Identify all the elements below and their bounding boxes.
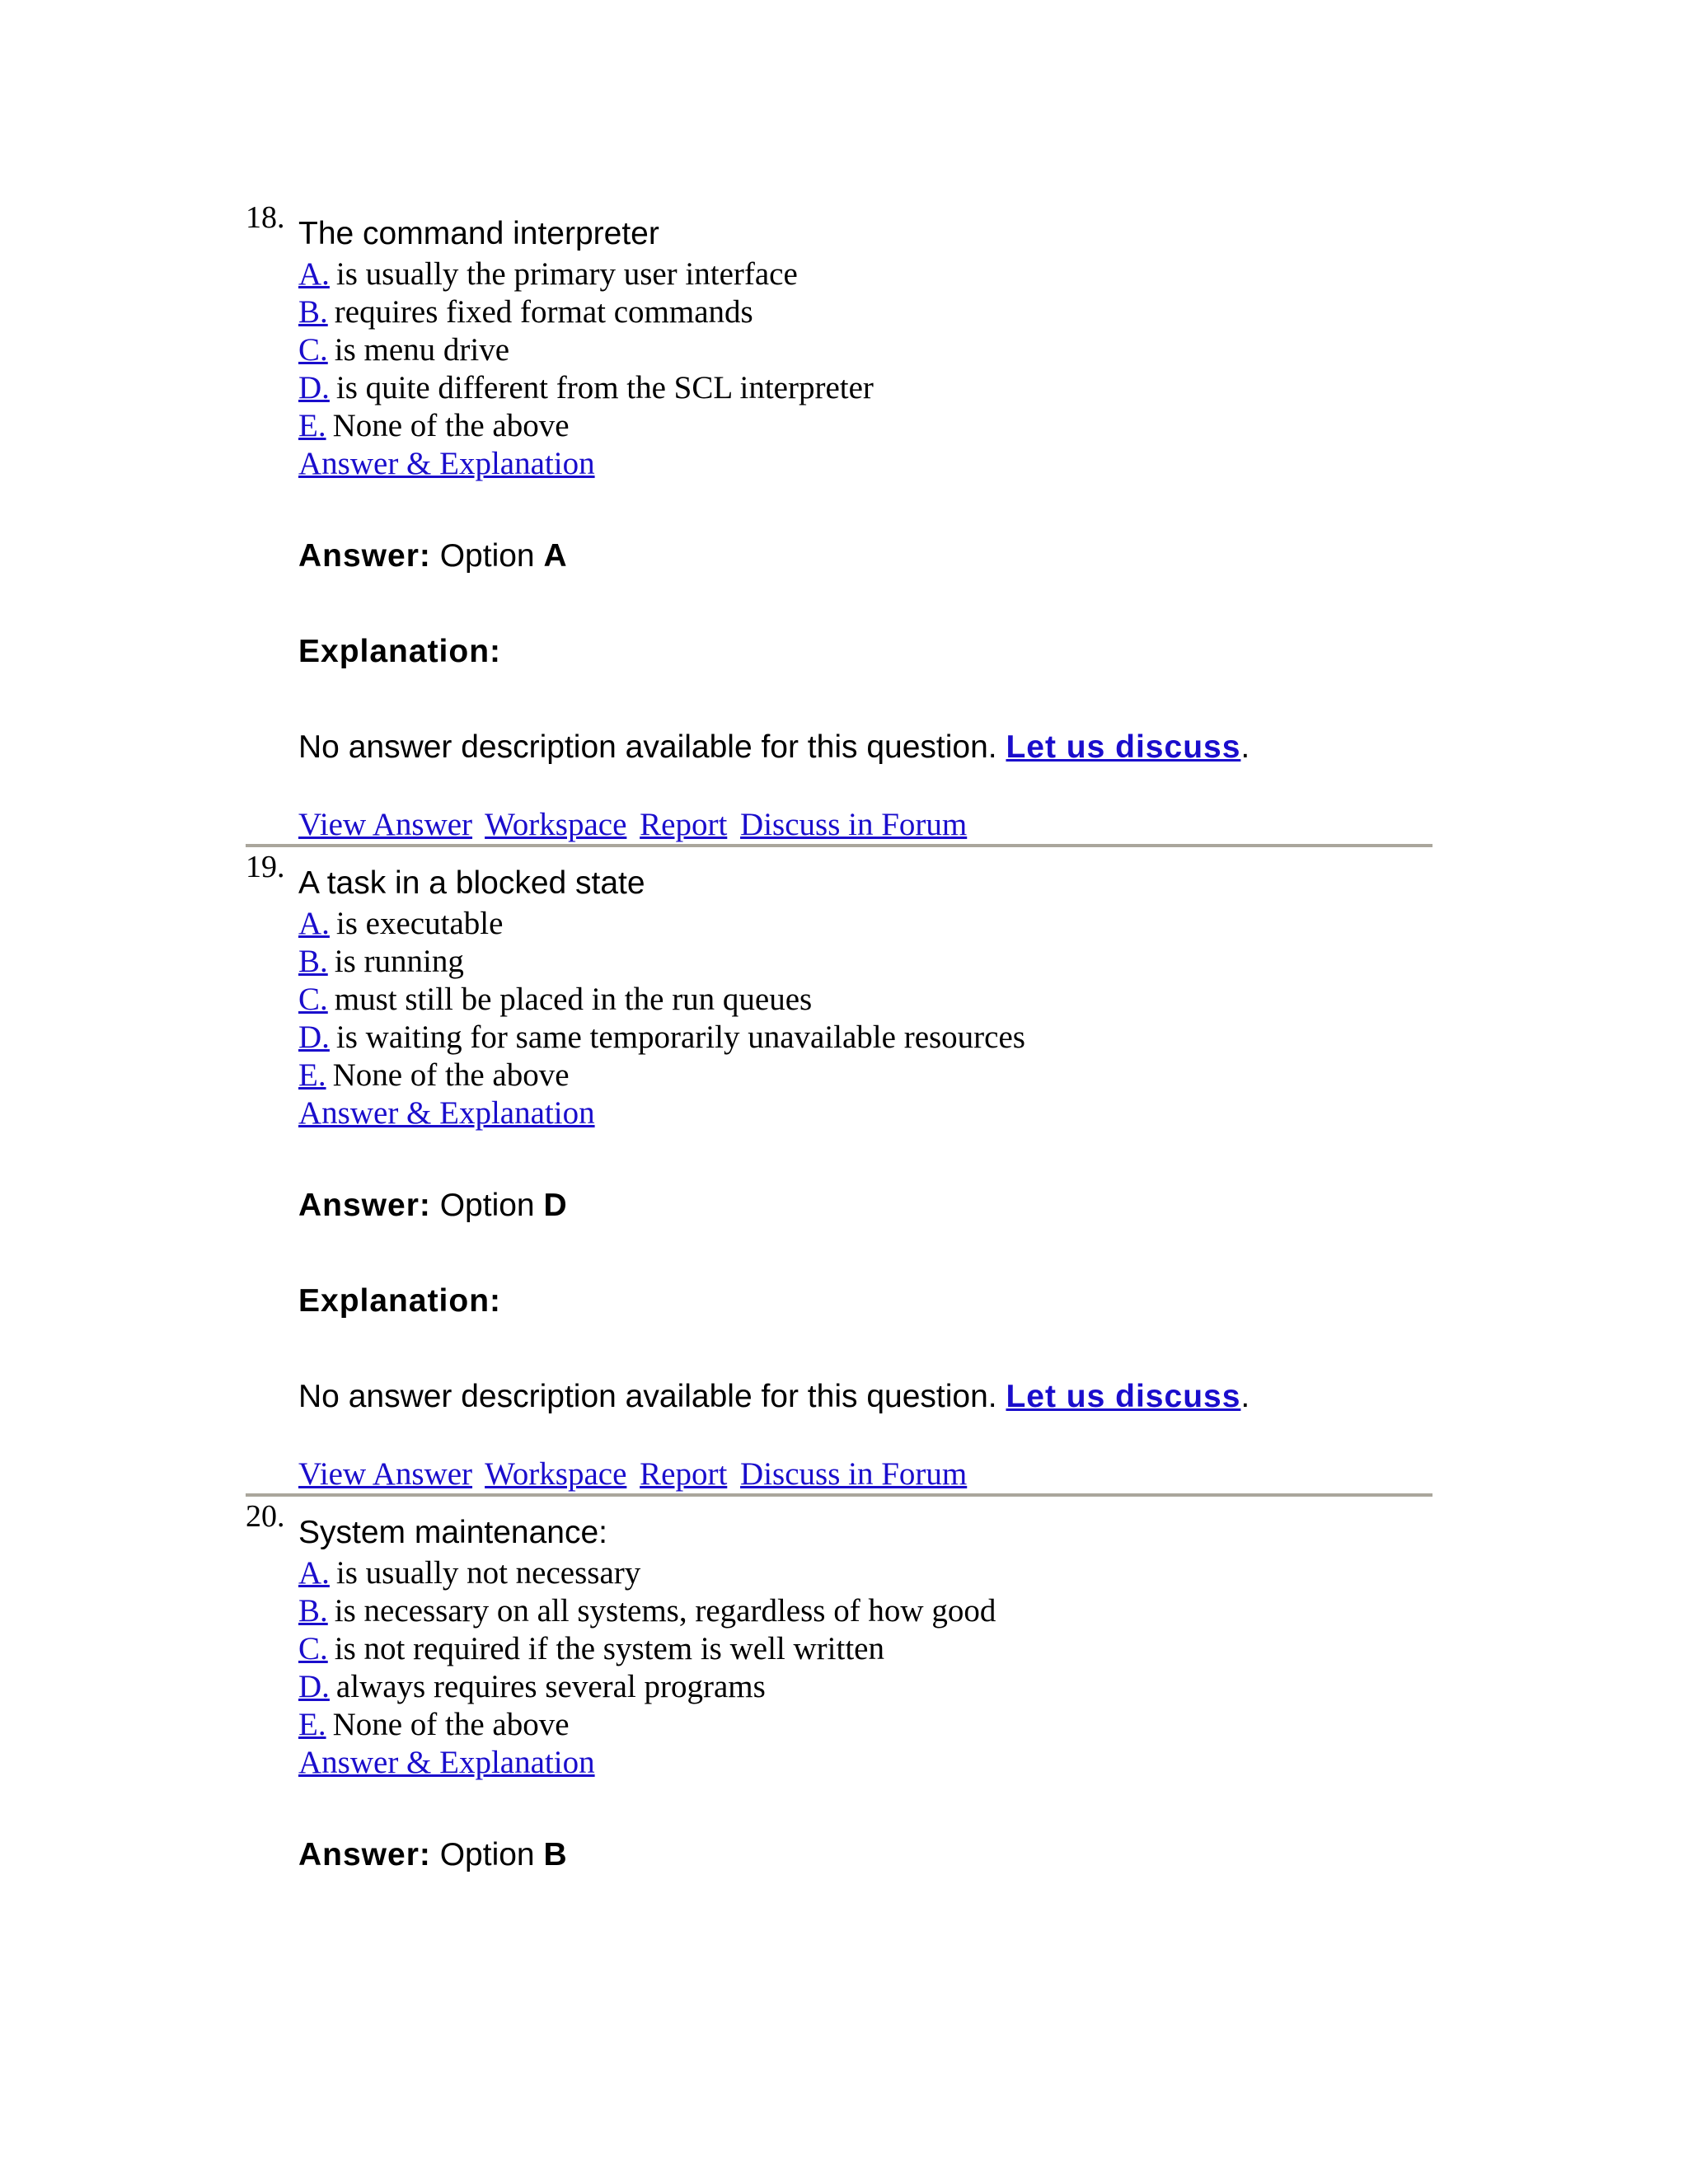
option-text: is executable: [335, 906, 504, 941]
option-text: is not required if the system is well written: [334, 1631, 884, 1666]
option-text: is usually not necessary: [335, 1555, 641, 1591]
option-b: [298, 1592, 1432, 1630]
option-text: is quite different from the SCL interpreter: [335, 370, 874, 405]
options-list: [298, 1554, 1432, 1744]
option-a-link[interactable]: A.: [298, 256, 330, 292]
answer-explanation-link[interactable]: Answer & Explanation: [298, 1745, 595, 1780]
option-text: must still be placed in the run queues: [334, 982, 813, 1017]
option-b-link[interactable]: B.: [298, 294, 328, 330]
explanation-heading: Explanation:: [298, 1283, 502, 1319]
let-us-discuss-link[interactable]: Let us discuss: [1006, 729, 1241, 765]
answer-line: [298, 537, 1432, 575]
question-text: System maintenance:: [298, 1515, 608, 1550]
explanation-suffix: .: [1240, 1379, 1250, 1414]
question-19: [246, 847, 1432, 1497]
option-b: [298, 943, 1432, 981]
explanation-suffix: .: [1240, 729, 1250, 765]
explanation-text: [298, 1378, 1432, 1416]
explanation-heading: Explanation:: [298, 634, 502, 669]
option-e: [298, 407, 1432, 445]
answer-prefix: Option: [439, 1837, 535, 1872]
option-d-link[interactable]: D.: [298, 1669, 330, 1704]
option-e-link[interactable]: E.: [298, 1707, 326, 1742]
option-e: [298, 1706, 1432, 1744]
answer-explanation-link[interactable]: Answer & Explanation: [298, 446, 595, 481]
option-d: [298, 369, 1432, 407]
option-e-link[interactable]: E.: [298, 408, 326, 443]
option-a: [298, 905, 1432, 943]
option-text: is running: [334, 944, 464, 979]
answer-label: Answer:: [298, 1837, 431, 1872]
option-c-link[interactable]: C.: [298, 332, 328, 368]
explanation-body: No answer description available for this question.: [298, 1379, 997, 1414]
option-c: [298, 1630, 1432, 1668]
question-text: The command interpreter: [298, 216, 659, 251]
option-a-link[interactable]: A.: [298, 906, 330, 941]
answer-letter: B: [543, 1837, 567, 1872]
option-text: is necessary on all systems, regardless of how good: [334, 1593, 996, 1629]
quiz-page: [246, 198, 1432, 1874]
answer-label: Answer:: [298, 1188, 431, 1223]
action-bar: [298, 806, 1432, 844]
option-e: [298, 1057, 1432, 1094]
report-link[interactable]: Report: [640, 807, 728, 842]
question-20: [246, 1497, 1432, 1874]
option-b-link[interactable]: B.: [298, 1593, 328, 1629]
answer-explanation-link[interactable]: Answer & Explanation: [298, 1095, 595, 1131]
answer-letter: D: [543, 1188, 567, 1223]
option-c-link[interactable]: C.: [298, 1631, 328, 1666]
option-text: is waiting for same temporarily unavailable resources: [335, 1019, 1025, 1055]
discuss-in-forum-link[interactable]: Discuss in Forum: [740, 1456, 968, 1492]
question-number: 18.: [246, 200, 285, 235]
discuss-in-forum-link[interactable]: Discuss in Forum: [740, 807, 968, 842]
let-us-discuss-link[interactable]: Let us discuss: [1006, 1379, 1241, 1414]
option-text: is usually the primary user interface: [335, 256, 798, 292]
option-c: [298, 331, 1432, 369]
option-a-link[interactable]: A.: [298, 1555, 330, 1591]
option-text: None of the above: [332, 408, 570, 443]
option-a: [298, 255, 1432, 293]
answer-label: Answer:: [298, 538, 431, 574]
option-a: [298, 1554, 1432, 1592]
answer-letter: A: [543, 538, 567, 574]
answer-prefix: Option: [439, 1188, 535, 1223]
option-b: [298, 293, 1432, 331]
options-list: [298, 255, 1432, 445]
option-d: [298, 1019, 1432, 1057]
explanation-body: No answer description available for this question.: [298, 729, 997, 765]
workspace-link[interactable]: Workspace: [485, 807, 627, 842]
option-text: None of the above: [332, 1057, 570, 1093]
option-d: [298, 1668, 1432, 1706]
option-d-link[interactable]: D.: [298, 1019, 330, 1055]
option-d-link[interactable]: D.: [298, 370, 330, 405]
option-b-link[interactable]: B.: [298, 944, 328, 979]
option-text: is menu drive: [334, 332, 510, 368]
answer-line: [298, 1187, 1432, 1225]
question-18: [246, 198, 1432, 847]
option-c: [298, 981, 1432, 1019]
question-number: 19.: [246, 850, 285, 884]
option-text: always requires several programs: [335, 1669, 766, 1704]
option-c-link[interactable]: C.: [298, 982, 328, 1017]
options-list: [298, 905, 1432, 1094]
option-text: None of the above: [332, 1707, 570, 1742]
answer-line: [298, 1836, 1432, 1874]
option-e-link[interactable]: E.: [298, 1057, 326, 1093]
action-bar: [298, 1455, 1432, 1493]
workspace-link[interactable]: Workspace: [485, 1456, 627, 1492]
view-answer-link[interactable]: View Answer: [298, 807, 473, 842]
explanation-text: [298, 729, 1432, 766]
answer-prefix: Option: [439, 538, 535, 574]
question-text: A task in a blocked state: [298, 865, 645, 901]
question-number: 20.: [246, 1499, 285, 1534]
view-answer-link[interactable]: View Answer: [298, 1456, 473, 1492]
option-text: requires fixed format commands: [334, 294, 753, 330]
report-link[interactable]: Report: [640, 1456, 728, 1492]
